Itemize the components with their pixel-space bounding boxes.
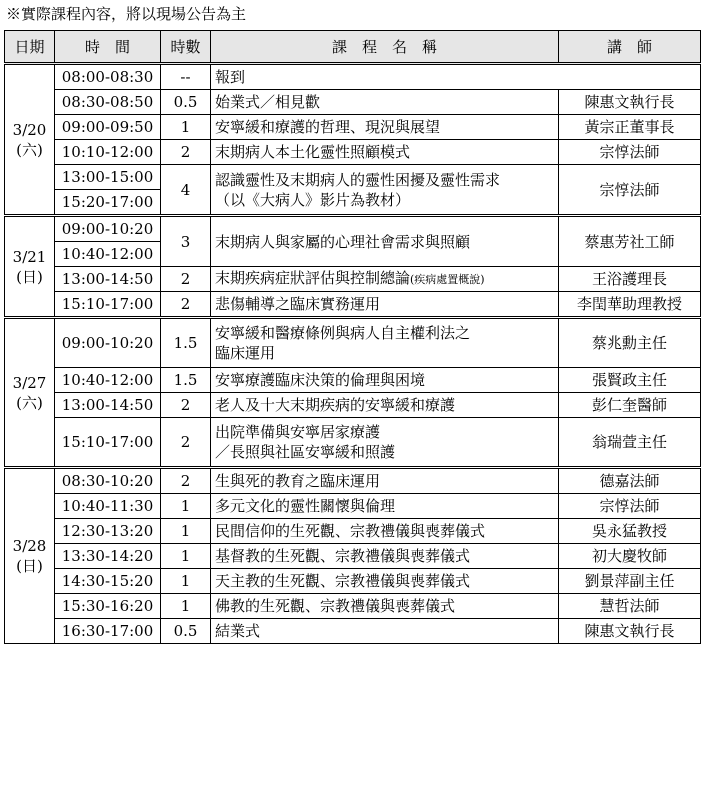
- time-cell: 13:00-15:00: [55, 165, 161, 190]
- day-weekday: (六): [16, 393, 43, 412]
- day-date: 3/27: [12, 373, 47, 392]
- time-cell: 08:30-10:20: [55, 468, 161, 494]
- time-cell: 12:30-13:20: [55, 519, 161, 544]
- hours-cell: 0.5: [161, 90, 211, 115]
- teacher-cell: 彭仁奎醫師: [559, 393, 701, 418]
- hours-cell: 1: [161, 569, 211, 594]
- teacher-cell: 宗惇法師: [559, 165, 701, 216]
- table-row: [5, 619, 701, 644]
- course-cell: [211, 165, 559, 216]
- time-cell: 08:00-08:30: [55, 64, 161, 90]
- teacher-cell: 蔡兆勳主任: [559, 318, 701, 368]
- course-cell: 生與死的教育之臨床運用: [211, 468, 559, 494]
- hours-cell: 2: [161, 468, 211, 494]
- course-cell: 末期病人本土化靈性照顧模式: [211, 140, 559, 165]
- teacher-cell: 陳惠文執行長: [559, 619, 701, 644]
- teacher-cell: 吳永猛教授: [559, 519, 701, 544]
- course-note: (疾病處置概說): [410, 273, 485, 286]
- day-weekday: (日): [16, 267, 43, 286]
- table-row: [5, 165, 701, 190]
- day-cell: [5, 64, 55, 216]
- teacher-cell: 慧哲法師: [559, 594, 701, 619]
- course-cell: 基督教的生死觀、宗教禮儀與喪葬儀式: [211, 544, 559, 569]
- course-cell: 安寧療護臨床決策的倫理與困境: [211, 368, 559, 393]
- course-cell: 多元文化的靈性關懷與倫理: [211, 494, 559, 519]
- course-cell: 末期病人與家屬的心理社會需求與照顧: [211, 216, 559, 267]
- hours-cell: 1: [161, 519, 211, 544]
- time-cell: 15:30-16:20: [55, 594, 161, 619]
- time-cell: 10:40-11:30: [55, 494, 161, 519]
- hours-cell: 4: [161, 165, 211, 216]
- time-cell: 13:30-14:20: [55, 544, 161, 569]
- time-cell: 08:30-08:50: [55, 90, 161, 115]
- time-cell: 15:10-17:00: [55, 292, 161, 318]
- time-cell: 09:00-10:20: [55, 216, 161, 242]
- course-text: 末期疾病症狀評估與控制總論: [215, 269, 411, 287]
- teacher-cell: 黃宗正董事長: [559, 115, 701, 140]
- table-row: [5, 494, 701, 519]
- schedule-note: ※實際課程內容，將以現場公告為主: [6, 5, 247, 23]
- table-row: [5, 468, 701, 494]
- header-date: 日期: [5, 31, 55, 64]
- time-cell: 16:30-17:00: [55, 619, 161, 644]
- course-cell: 民間信仰的生死觀、宗教禮儀與喪葬儀式: [211, 519, 559, 544]
- teacher-cell: 王浴護理長: [559, 267, 701, 292]
- course-cell: 報到: [211, 64, 701, 90]
- table-row: [5, 368, 701, 393]
- teacher-cell: 李閏華助理教授: [559, 292, 701, 318]
- time-cell: 15:10-17:00: [55, 418, 161, 468]
- hours-cell: 1.5: [161, 368, 211, 393]
- table-header-row: [5, 31, 701, 64]
- hours-cell: 2: [161, 140, 211, 165]
- course-line: 安寧緩和醫療條例與病人自主權利法之: [215, 324, 471, 342]
- header-time: 時 間: [55, 31, 161, 64]
- teacher-cell: 宗惇法師: [559, 494, 701, 519]
- day-cell: [5, 216, 55, 318]
- hours-cell: 1: [161, 494, 211, 519]
- table-row: [5, 418, 701, 468]
- course-line: 臨床運用: [215, 344, 276, 362]
- day-date: 3/28: [12, 537, 47, 555]
- hours-cell: 2: [161, 418, 211, 468]
- time-cell: 15:20-17:00: [55, 190, 161, 216]
- hours-cell: 0.5: [161, 619, 211, 644]
- time-cell: 10:40-12:00: [55, 368, 161, 393]
- course-cell: [211, 318, 559, 368]
- table-row: [5, 569, 701, 594]
- teacher-cell: 張賢政主任: [559, 368, 701, 393]
- time-cell: 13:00-14:50: [55, 393, 161, 418]
- table-row: [5, 115, 701, 140]
- table-row: [5, 140, 701, 165]
- course-cell: 結業式: [211, 619, 559, 644]
- teacher-cell: 初大慶牧師: [559, 544, 701, 569]
- course-cell: 天主教的生死觀、宗教禮儀與喪葬儀式: [211, 569, 559, 594]
- time-cell: 09:00-09:50: [55, 115, 161, 140]
- hours-cell: 2: [161, 393, 211, 418]
- day-cell: [5, 318, 55, 468]
- course-line: 出院準備與安寧居家療護: [215, 423, 381, 441]
- teacher-cell: 陳惠文執行長: [559, 90, 701, 115]
- table-row: [5, 318, 701, 368]
- teacher-cell: 蔡惠芳社工師: [559, 216, 701, 267]
- hours-cell: 2: [161, 292, 211, 318]
- header-hours: 時數: [161, 31, 211, 64]
- hours-cell: --: [161, 64, 211, 90]
- teacher-cell: 德嘉法師: [559, 468, 701, 494]
- header-teacher: 講 師: [559, 31, 701, 64]
- course-schedule-table: [4, 30, 701, 644]
- table-row: [5, 90, 701, 115]
- course-cell: 佛教的生死觀、宗教禮儀與喪葬儀式: [211, 594, 559, 619]
- course-cell: 悲傷輔導之臨床實務運用: [211, 292, 559, 318]
- course-line: 認識靈性及末期病人的靈性困擾及靈性需求: [215, 170, 501, 189]
- hours-cell: 1: [161, 115, 211, 140]
- day-date: 3/21: [12, 247, 47, 266]
- time-cell: 10:40-12:00: [55, 242, 161, 267]
- hours-cell: 1: [161, 594, 211, 619]
- header-course: 課 程 名 稱: [211, 31, 559, 64]
- course-cell: 始業式／相見歡: [211, 90, 559, 115]
- table-row: [5, 292, 701, 318]
- course-cell: 安寧緩和療護的哲理、現況與展望: [211, 115, 559, 140]
- hours-cell: 2: [161, 267, 211, 292]
- time-cell: 13:00-14:50: [55, 267, 161, 292]
- table-row: [5, 393, 701, 418]
- table-row: [5, 216, 701, 242]
- teacher-cell: 劉景萍副主任: [559, 569, 701, 594]
- course-line: （以《大病人》影片為教材）: [215, 190, 411, 209]
- hours-cell: 1: [161, 544, 211, 569]
- table-row: [5, 267, 701, 292]
- day-weekday: (六): [16, 140, 43, 159]
- table-row: [5, 519, 701, 544]
- time-cell: 09:00-10:20: [55, 318, 161, 368]
- time-cell: 10:10-12:00: [55, 140, 161, 165]
- table-row: [5, 594, 701, 619]
- hours-cell: 3: [161, 216, 211, 267]
- day-cell: [5, 468, 55, 644]
- hours-cell: 1.5: [161, 318, 211, 368]
- day-date: 3/20: [12, 120, 47, 139]
- day-weekday: (日): [16, 557, 43, 575]
- course-cell: [211, 267, 559, 292]
- table-row: [5, 64, 701, 90]
- course-cell: [211, 418, 559, 468]
- teacher-cell: 宗惇法師: [559, 140, 701, 165]
- table-row: [5, 544, 701, 569]
- teacher-cell: 翁瑞萱主任: [559, 418, 701, 468]
- course-cell: 老人及十大末期疾病的安寧緩和療護: [211, 393, 559, 418]
- course-line: ／長照與社區安寧緩和照護: [215, 443, 396, 461]
- time-cell: 14:30-15:20: [55, 569, 161, 594]
